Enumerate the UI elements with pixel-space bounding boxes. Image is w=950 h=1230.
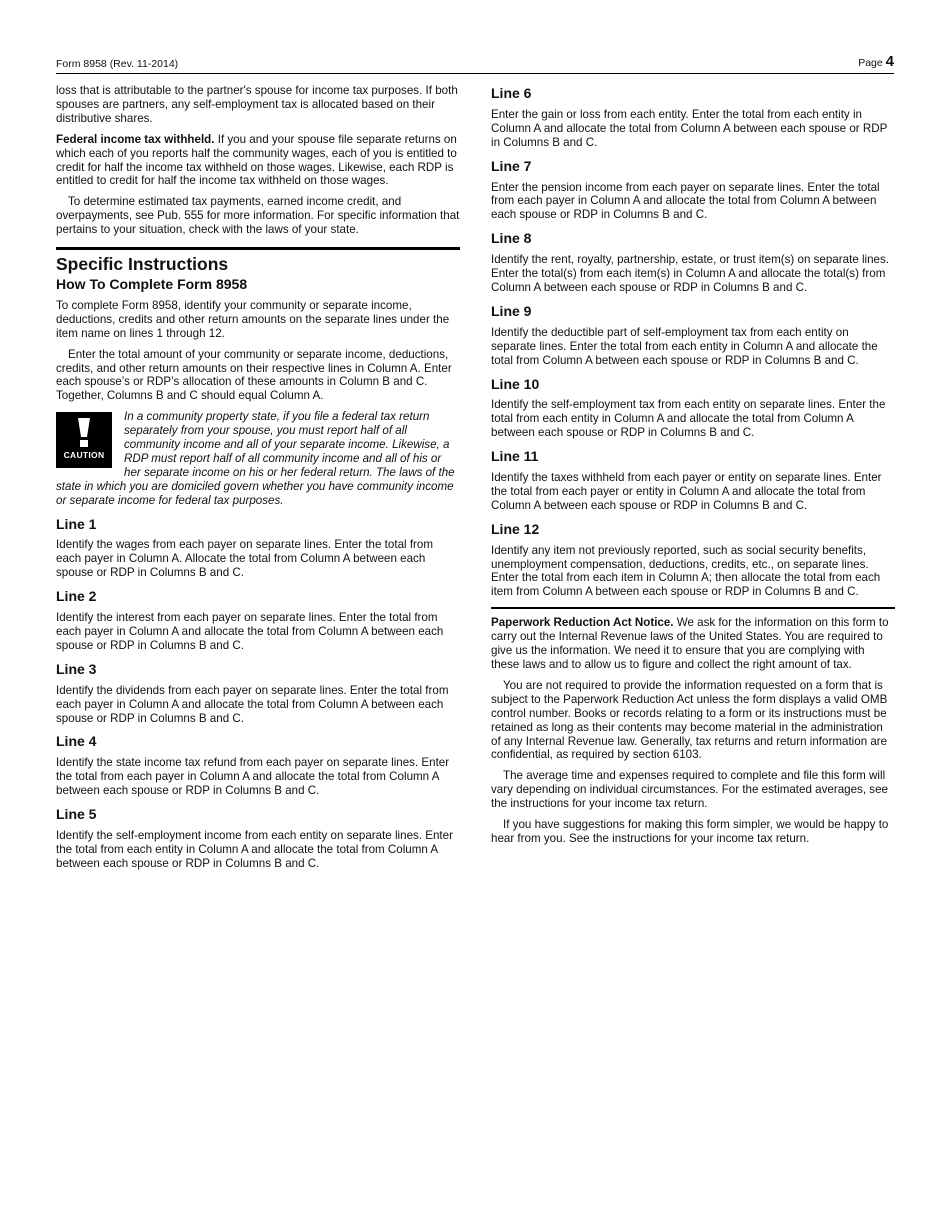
caution-text: In a community property state, if you file a federal tax return separately from your spouse, you must report half of all community income and all of your separate income. Likewise, a RDP must report half of all community income and all of his or her separate income on his or her federal return. The laws of the state in which you are domiciled govern whether you have community income or separate income for federal tax purposes. bbox=[56, 410, 455, 507]
specific-instructions-heading: Specific Instructions bbox=[56, 254, 229, 275]
paperwork-paragraph-2: You are not required to provide the information requested on a form that is subject to the Paperwork Reduction Act unless the form displays a valid OMB control number. Books or records relating to a form or its instructions must be retained as long as their contents may become material in the administration of any Internal Revenue law. Generally, tax returns and return information are confidential, as required by section 6103. bbox=[491, 678, 888, 762]
line-7-text: Enter the pension income from each payer on separate lines. Enter the total from each payer in Column A and allocate the total from Column A between each spouse or RDP in Columns B and C. bbox=[491, 180, 880, 222]
line-1-text: Identify the wages from each payer on separate lines. Enter the total from each payer in Column A. Allocate the total from Column A between each spouse or RDP in Columns B and C. bbox=[56, 538, 434, 580]
how-paragraph-2: Enter the total amount of your community or separate income, deductions, credits, and other return amounts on their respective lines in Column A. Enter each spouse’s or RDP’s allocation of these amounts in Column B and C. Together, Columns B and C should equal Column A. bbox=[56, 347, 452, 403]
line-2-heading: Line 2 bbox=[56, 588, 97, 605]
caution-label: CAUTION bbox=[63, 449, 105, 460]
line-2-section bbox=[56, 590, 460, 653]
page-number: 4 bbox=[885, 53, 894, 70]
line-12-heading: Line 12 bbox=[491, 520, 540, 537]
line-6-heading: Line 6 bbox=[491, 85, 532, 101]
line-1-section bbox=[56, 515, 460, 581]
line-8-text: Identify the rent, royalty, partnership, estate, or trust item(s) on separate lines. Enter the total(s) from each item(s) in Column A and allocate the total(s) from Column A between each spouse or RDP in Columns B and C. bbox=[491, 253, 890, 294]
line-9-heading: Line 9 bbox=[491, 302, 532, 319]
paperwork-paragraph-3: The average time and expenses required to complete and file this form will vary depending on individual circumstances. For the estimated averages, see the instructions for your income tax return. bbox=[491, 769, 888, 811]
paperwork-paragraph-1 bbox=[491, 616, 895, 672]
line-7-heading: Line 7 bbox=[491, 157, 532, 174]
line-6-text: Enter the gain or loss from each entity. Enter the total from each entity in Column A and allocate the total from Column A between each spouse or RDP in Columns B and C. bbox=[491, 107, 888, 149]
intro-paragraph: loss that is attributable to the partner's spouse for income tax purposes. If both spouses are partners, any self-employment tax is allocated based on their distributive shares. bbox=[56, 84, 458, 125]
line-5-text: Identify the self-employment income from each entity on separate lines. Enter the total from each entity in Column A and allocate the total from Column A between each spouse or RDP in Columns B and C. bbox=[56, 828, 453, 870]
line-9-text: Identify the deductible part of self-employment tax from each entity on separate lines. Enter the total from each entity in Column A and allocate the total from Column A between each spouse or RDP in Columns B and C. bbox=[491, 325, 878, 367]
page-indicator bbox=[858, 53, 894, 70]
page-label: Page bbox=[858, 57, 883, 69]
paperwork-text: We ask for the information on this form to carry out the Internal Revenue laws of the United States. You are required to give us the information. We need it to ensure that you are complying with these laws and to allow us to figure and collect the right amount of tax. bbox=[491, 616, 889, 671]
how-to-complete-heading: How To Complete Form 8958 bbox=[56, 275, 248, 292]
line-3-section bbox=[56, 660, 460, 726]
estimated-paragraph: To determine estimated tax payments, earned income credit, and overpayments, see Pub. 555 for more information. For specific information that pertains to your situation, check with the laws of your state. bbox=[56, 195, 460, 237]
line-5-section bbox=[56, 808, 460, 871]
line-12-text: Identify any item not previously reported, such as social security benefits, unemployment compensation, deductions, credits, etc., on separate lines. Enter the total from each item in Column A; then allocate the total from each item from Column A between each spouse or RDP in Columns B and C. bbox=[491, 543, 881, 599]
paperwork-lead: Paperwork Reduction Act Notice. bbox=[491, 616, 674, 630]
line-4-heading: Line 4 bbox=[56, 733, 97, 750]
paperwork-divider bbox=[491, 607, 895, 609]
caution-icon bbox=[56, 412, 112, 468]
caution-block bbox=[56, 410, 460, 507]
line-3-heading: Line 3 bbox=[56, 660, 97, 677]
line-8-heading: Line 8 bbox=[491, 230, 532, 247]
line-4-text: Identify the state income tax refund from each payer on separate lines. Enter the total from each payer in Column A and allocate the total from Column A between each spouse or RDP in Columns B and C. bbox=[56, 756, 450, 798]
line-2-text: Identify the interest from each payer on separate lines. Enter the total from each payer in Column A and allocate the total from Column A between each spouse or RDP in Columns B and C. bbox=[56, 611, 444, 652]
withheld-text: If you and your spouse file separate returns on which each of you reports half the community wages, each of you is entitled to credit for half the income tax withheld on those wages. Likewise, each RDP is entitled to credit for half the income tax withheld on those wages. bbox=[56, 132, 457, 188]
left-column bbox=[56, 84, 460, 878]
line-10-text: Identify the self-employment tax from each entity on separate lines. Enter the total from each entity in Column A and allocate the total from Column A between each spouse or RDP in Columns B and C. bbox=[491, 398, 886, 440]
withheld-paragraph bbox=[56, 133, 460, 189]
right-column bbox=[491, 84, 895, 853]
line-1-heading: Line 1 bbox=[56, 515, 97, 532]
line-4-section bbox=[56, 735, 460, 798]
line-3-text: Identify the dividends from each payer on separate lines. Enter the total from each payer in Column A and allocate the total from Column A between each spouse or RDP in Columns B and C. bbox=[56, 683, 449, 725]
withheld-lead: Federal income tax withheld. bbox=[56, 132, 215, 146]
line-11-heading: Line 11 bbox=[491, 448, 539, 465]
exclamation-icon bbox=[73, 418, 95, 448]
section-divider bbox=[56, 247, 460, 250]
line-10-heading: Line 10 bbox=[491, 375, 540, 392]
line-5-heading: Line 5 bbox=[56, 806, 97, 823]
page-header bbox=[56, 52, 894, 74]
line-11-text: Identify the taxes withheld from each payer or entity on separate lines. Enter the total from each payer or entity in Column A and allocate the total from Column A between each spouse or RDP in Columns B and C. bbox=[491, 471, 882, 512]
paperwork-paragraph-4: If you have suggestions for making this form simpler, we would be happy to hear from you. See the instructions for your income tax return. bbox=[491, 818, 889, 845]
form-identifier: Form 8958 (Rev. 11-2014) bbox=[56, 58, 179, 70]
how-paragraph-1: To complete Form 8958, identify your community or separate income, deductions, credits and other return amounts on the separate lines under the item name on lines 1 through 12. bbox=[56, 298, 450, 340]
